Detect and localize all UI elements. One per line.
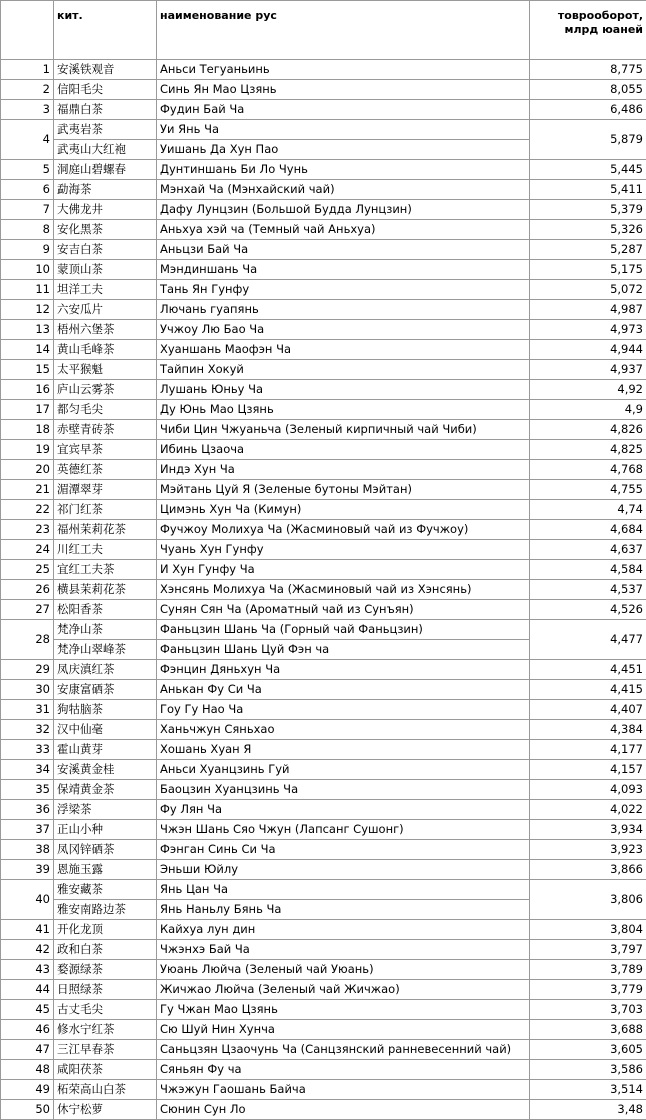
chinese-name-cell[interactable]: 日照绿茶 bbox=[54, 980, 157, 1000]
chinese-name-cell[interactable]: 修水宁红茶 bbox=[54, 1020, 157, 1040]
chinese-name-cell[interactable]: 雅安南路边茶 bbox=[54, 900, 157, 920]
chinese-name-cell[interactable]: 安吉白茶 bbox=[54, 240, 157, 260]
table-row bbox=[1, 960, 646, 980]
table-row bbox=[1, 540, 646, 560]
russian-name-cell[interactable]: Дунтиншань Би Ло Чунь bbox=[157, 160, 530, 180]
table-row bbox=[1, 920, 646, 940]
row-number-cell[interactable]: 9 bbox=[1, 240, 54, 260]
russian-name-cell[interactable]: И Хун Гунфу Ча bbox=[157, 560, 530, 580]
table-row bbox=[1, 400, 646, 420]
turnover-value-cell[interactable]: 5,411 bbox=[530, 180, 646, 200]
header-russian-name-cell[interactable]: наименование рус bbox=[157, 1, 530, 60]
row-number-cell[interactable]: 25 bbox=[1, 560, 54, 580]
chinese-name-cell[interactable]: 梵净山茶 bbox=[54, 620, 157, 640]
row-number-cell[interactable]: 30 bbox=[1, 680, 54, 700]
table-row bbox=[1, 300, 646, 320]
russian-name-cell[interactable]: Чиби Цин Чжуаньча (Зеленый кирпичный чай Чиби) bbox=[157, 420, 530, 440]
row-number-cell[interactable]: 39 bbox=[1, 860, 54, 880]
chinese-name-cell[interactable]: 坦洋工夫 bbox=[54, 280, 157, 300]
table-row bbox=[1, 560, 646, 580]
russian-name-cell[interactable]: Чжэжун Гаошань Байча bbox=[157, 1080, 530, 1100]
row-number-cell[interactable]: 17 bbox=[1, 400, 54, 420]
table-row bbox=[1, 1040, 646, 1060]
turnover-value-cell[interactable]: 4,415 bbox=[530, 680, 646, 700]
turnover-value-cell[interactable]: 4,74 bbox=[530, 500, 646, 520]
turnover-value-cell[interactable]: 3,605 bbox=[530, 1040, 646, 1060]
table-row bbox=[1, 700, 646, 720]
turnover-value-cell[interactable]: 4,937 bbox=[530, 360, 646, 380]
chinese-name-cell[interactable]: 大佛龙井 bbox=[54, 200, 157, 220]
row-number-cell[interactable]: 12 bbox=[1, 300, 54, 320]
turnover-value-cell[interactable]: 4,177 bbox=[530, 740, 646, 760]
table-row bbox=[1, 260, 646, 280]
chinese-name-cell[interactable]: 六安瓜片 bbox=[54, 300, 157, 320]
chinese-name-cell[interactable]: 正山小种 bbox=[54, 820, 157, 840]
table-row bbox=[1, 680, 646, 700]
table-row bbox=[1, 60, 646, 80]
table-row bbox=[1, 1020, 646, 1040]
russian-name-cell[interactable]: Фу Лян Ча bbox=[157, 800, 530, 820]
turnover-value-cell[interactable]: 4,768 bbox=[530, 460, 646, 480]
chinese-name-cell[interactable]: 婺源绿茶 bbox=[54, 960, 157, 980]
turnover-value-cell[interactable]: 4,451 bbox=[530, 660, 646, 680]
chinese-name-cell[interactable]: 赤壁青砖茶 bbox=[54, 420, 157, 440]
chinese-name-cell[interactable]: 凤庆滇红茶 bbox=[54, 660, 157, 680]
header-row bbox=[1, 1, 646, 60]
row-number-cell[interactable]: 10 bbox=[1, 260, 54, 280]
turnover-value-cell[interactable]: 4,384 bbox=[530, 720, 646, 740]
row-number-cell[interactable]: 18 bbox=[1, 420, 54, 440]
table-row bbox=[1, 100, 646, 120]
russian-name-cell[interactable]: Фэнцин Дяньхун Ча bbox=[157, 660, 530, 680]
table-row bbox=[1, 460, 646, 480]
russian-name-cell[interactable]: Уюань Люйча (Зеленый чай Уюань) bbox=[157, 960, 530, 980]
turnover-value-cell[interactable]: 4,157 bbox=[530, 760, 646, 780]
russian-name-cell[interactable]: Лушань Юньу Ча bbox=[157, 380, 530, 400]
russian-name-cell[interactable]: Мэнхай Ча (Мэнхайский чай) bbox=[157, 180, 530, 200]
row-number-cell[interactable]: 7 bbox=[1, 200, 54, 220]
table-body bbox=[1, 1, 646, 1120]
table-row bbox=[1, 80, 646, 100]
turnover-value-cell[interactable]: 4,825 bbox=[530, 440, 646, 460]
row-number-cell[interactable]: 16 bbox=[1, 380, 54, 400]
row-number-cell[interactable]: 49 bbox=[1, 1080, 54, 1100]
chinese-name-cell[interactable]: 信阳毛尖 bbox=[54, 80, 157, 100]
chinese-name-cell[interactable]: 武夷岩茶 bbox=[54, 120, 157, 140]
table-row bbox=[1, 940, 646, 960]
turnover-value-cell[interactable]: 3,806 bbox=[530, 880, 646, 920]
russian-name-cell[interactable]: Фудин Бай Ча bbox=[157, 100, 530, 120]
row-number-cell[interactable]: 11 bbox=[1, 280, 54, 300]
table-row bbox=[1, 520, 646, 540]
chinese-name-cell[interactable]: 三江早春茶 bbox=[54, 1040, 157, 1060]
chinese-name-cell[interactable]: 古丈毛尖 bbox=[54, 1000, 157, 1020]
row-number-cell[interactable]: 40 bbox=[1, 880, 54, 920]
turnover-value-cell[interactable]: 3,514 bbox=[530, 1080, 646, 1100]
chinese-name-cell[interactable]: 湄潭翠芽 bbox=[54, 480, 157, 500]
turnover-value-cell[interactable]: 5,879 bbox=[530, 120, 646, 160]
turnover-value-cell[interactable]: 3,866 bbox=[530, 860, 646, 880]
chinese-name-cell[interactable]: 蒙顶山茶 bbox=[54, 260, 157, 280]
turnover-value-cell[interactable]: 5,326 bbox=[530, 220, 646, 240]
chinese-name-cell[interactable]: 祁门红茶 bbox=[54, 500, 157, 520]
row-number-cell[interactable]: 44 bbox=[1, 980, 54, 1000]
russian-name-cell[interactable]: Сунян Сян Ча (Ароматный чай из Сунъян) bbox=[157, 600, 530, 620]
russian-name-cell[interactable]: Цимэнь Хун Ча (Кимун) bbox=[157, 500, 530, 520]
turnover-value-cell[interactable]: 4,407 bbox=[530, 700, 646, 720]
russian-name-cell[interactable]: Аньхуа хэй ча (Темный чай Аньхуа) bbox=[157, 220, 530, 240]
russian-name-cell[interactable]: Кайхуа лун дин bbox=[157, 920, 530, 940]
table-row bbox=[1, 840, 646, 860]
chinese-name-cell[interactable]: 川红工夫 bbox=[54, 540, 157, 560]
header-chinese-name-cell[interactable]: кит. bbox=[54, 1, 157, 60]
chinese-name-cell[interactable]: 霍山黄芽 bbox=[54, 740, 157, 760]
russian-name-cell[interactable]: Хошань Хуан Я bbox=[157, 740, 530, 760]
row-number-cell[interactable]: 31 bbox=[1, 700, 54, 720]
table-row bbox=[1, 1080, 646, 1100]
russian-name-cell[interactable]: Аньси Тегуаньинь bbox=[157, 60, 530, 80]
table-row bbox=[1, 280, 646, 300]
row-number-cell[interactable]: 23 bbox=[1, 520, 54, 540]
table-row bbox=[1, 220, 646, 240]
turnover-value-cell[interactable]: 4,526 bbox=[530, 600, 646, 620]
turnover-value-cell[interactable]: 4,826 bbox=[530, 420, 646, 440]
chinese-name-cell[interactable]: 宜红工夫茶 bbox=[54, 560, 157, 580]
table-row bbox=[1, 740, 646, 760]
russian-name-cell[interactable]: Ду Юнь Мао Цзянь bbox=[157, 400, 530, 420]
russian-name-cell[interactable]: Сю Шуй Нин Хунча bbox=[157, 1020, 530, 1040]
chinese-name-cell[interactable]: 安康富硒茶 bbox=[54, 680, 157, 700]
row-number-cell[interactable]: 8 bbox=[1, 220, 54, 240]
russian-name-cell[interactable]: Янь Наньлу Бянь Ча bbox=[157, 900, 530, 920]
turnover-value-cell[interactable]: 5,072 bbox=[530, 280, 646, 300]
chinese-name-cell[interactable]: 福州茉莉花茶 bbox=[54, 520, 157, 540]
russian-name-cell[interactable]: Ибинь Цзаоча bbox=[157, 440, 530, 460]
turnover-value-cell[interactable]: 4,477 bbox=[530, 620, 646, 660]
turnover-value-cell[interactable]: 3,688 bbox=[530, 1020, 646, 1040]
table-row bbox=[1, 320, 646, 340]
row-number-cell[interactable]: 14 bbox=[1, 340, 54, 360]
row-number-cell[interactable]: 47 bbox=[1, 1040, 54, 1060]
russian-name-cell[interactable]: Мэндиншань Ча bbox=[157, 260, 530, 280]
turnover-value-cell[interactable]: 4,637 bbox=[530, 540, 646, 560]
table-row bbox=[1, 780, 646, 800]
header-number-cell[interactable] bbox=[1, 1, 54, 60]
chinese-name-cell[interactable]: 凤冈锌硒茶 bbox=[54, 840, 157, 860]
row-number-cell[interactable]: 3 bbox=[1, 100, 54, 120]
table-row bbox=[1, 500, 646, 520]
russian-name-cell[interactable]: Хуаншань Маофэн Ча bbox=[157, 340, 530, 360]
row-number-cell[interactable]: 46 bbox=[1, 1020, 54, 1040]
russian-name-cell[interactable]: Индэ Хун Ча bbox=[157, 460, 530, 480]
chinese-name-cell[interactable]: 安溪黄金桂 bbox=[54, 760, 157, 780]
turnover-value-cell[interactable]: 6,486 bbox=[530, 100, 646, 120]
russian-name-cell[interactable]: Сяньян Фу ча bbox=[157, 1060, 530, 1080]
table-row bbox=[1, 800, 646, 820]
chinese-name-cell[interactable]: 福鼎白茶 bbox=[54, 100, 157, 120]
row-number-cell[interactable]: 1 bbox=[1, 60, 54, 80]
turnover-value-cell[interactable]: 4,944 bbox=[530, 340, 646, 360]
chinese-name-cell[interactable]: 梧州六堡茶 bbox=[54, 320, 157, 340]
chinese-name-cell[interactable]: 黄山毛峰茶 bbox=[54, 340, 157, 360]
russian-name-cell[interactable]: Гу Чжан Мао Цзянь bbox=[157, 1000, 530, 1020]
russian-name-cell[interactable]: Сюнин Сун Ло bbox=[157, 1100, 530, 1120]
turnover-value-cell[interactable]: 3,797 bbox=[530, 940, 646, 960]
chinese-name-cell[interactable]: 汉中仙毫 bbox=[54, 720, 157, 740]
header-turnover-cell[interactable]: товрооборот, млрд юаней bbox=[530, 1, 646, 60]
table-row bbox=[1, 720, 646, 740]
chinese-name-cell[interactable]: 休宁松萝 bbox=[54, 1100, 157, 1120]
chinese-name-cell[interactable]: 梵净山翠峰茶 bbox=[54, 640, 157, 660]
russian-name-cell[interactable]: Чуань Хун Гунфу bbox=[157, 540, 530, 560]
table-row bbox=[1, 980, 646, 1000]
row-number-cell[interactable]: 35 bbox=[1, 780, 54, 800]
russian-name-cell[interactable]: Фаньцзин Шань Ча (Горный чай Фаньцзин) bbox=[157, 620, 530, 640]
russian-name-cell[interactable]: Хэнсянь Молихуа Ча (Жасминовый чай из Хэнсянь) bbox=[157, 580, 530, 600]
russian-name-cell[interactable]: Лючань гуапянь bbox=[157, 300, 530, 320]
russian-name-cell[interactable]: Чжэн Шань Сяо Чжун (Лапсанг Сушонг) bbox=[157, 820, 530, 840]
chinese-name-cell[interactable]: 安化黑茶 bbox=[54, 220, 157, 240]
row-number-cell[interactable]: 48 bbox=[1, 1060, 54, 1080]
russian-name-cell[interactable]: Чжэнхэ Бай Ча bbox=[157, 940, 530, 960]
table-row bbox=[1, 600, 646, 620]
turnover-value-cell[interactable]: 3,923 bbox=[530, 840, 646, 860]
row-number-cell[interactable]: 13 bbox=[1, 320, 54, 340]
turnover-value-cell[interactable]: 3,934 bbox=[530, 820, 646, 840]
row-number-cell[interactable]: 34 bbox=[1, 760, 54, 780]
table-row bbox=[1, 1000, 646, 1020]
row-number-cell[interactable]: 5 bbox=[1, 160, 54, 180]
russian-name-cell[interactable]: Саньцзян Цзаочунь Ча (Санцзянский ранневесенний чай) bbox=[157, 1040, 530, 1060]
turnover-value-cell[interactable]: 4,022 bbox=[530, 800, 646, 820]
row-number-cell[interactable]: 43 bbox=[1, 960, 54, 980]
table-row bbox=[1, 1100, 646, 1120]
row-number-cell[interactable]: 15 bbox=[1, 360, 54, 380]
russian-name-cell[interactable]: Эньши Юйлу bbox=[157, 860, 530, 880]
row-number-cell[interactable]: 33 bbox=[1, 740, 54, 760]
chinese-name-cell[interactable]: 保靖黄金茶 bbox=[54, 780, 157, 800]
row-number-cell[interactable]: 21 bbox=[1, 480, 54, 500]
turnover-value-cell[interactable]: 8,775 bbox=[530, 60, 646, 80]
russian-name-cell[interactable]: Баоцзин Хуанцзинь Ча bbox=[157, 780, 530, 800]
chinese-name-cell[interactable]: 勐海茶 bbox=[54, 180, 157, 200]
table-row bbox=[1, 160, 646, 180]
table-row bbox=[1, 180, 646, 200]
russian-name-cell[interactable]: Синь Ян Мао Цзянь bbox=[157, 80, 530, 100]
chinese-name-cell[interactable]: 恩施玉露 bbox=[54, 860, 157, 880]
table-row bbox=[1, 200, 646, 220]
turnover-value-cell[interactable]: 8,055 bbox=[530, 80, 646, 100]
turnover-value-cell[interactable]: 4,755 bbox=[530, 480, 646, 500]
russian-name-cell[interactable]: Жичжао Люйча (Зеленый чай Жичжао) bbox=[157, 980, 530, 1000]
russian-name-cell[interactable]: Уишань Да Хун Пао bbox=[157, 140, 530, 160]
chinese-name-cell[interactable]: 开化龙顶 bbox=[54, 920, 157, 940]
chinese-name-cell[interactable]: 狗牯脑茶 bbox=[54, 700, 157, 720]
russian-name-cell[interactable]: Уи Янь Ча bbox=[157, 120, 530, 140]
turnover-value-cell[interactable]: 4,92 bbox=[530, 380, 646, 400]
row-number-cell[interactable]: 37 bbox=[1, 820, 54, 840]
row-number-cell[interactable]: 41 bbox=[1, 920, 54, 940]
russian-name-cell[interactable]: Тайпин Хокуй bbox=[157, 360, 530, 380]
chinese-name-cell[interactable]: 洞庭山碧螺春 bbox=[54, 160, 157, 180]
russian-name-cell[interactable]: Фэнган Синь Си Ча bbox=[157, 840, 530, 860]
table-row bbox=[1, 240, 646, 260]
russian-name-cell[interactable]: Фучжоу Молихуа Ча (Жасминовый чай из Фучжоу) bbox=[157, 520, 530, 540]
row-number-cell[interactable]: 4 bbox=[1, 120, 54, 160]
row-number-cell[interactable]: 42 bbox=[1, 940, 54, 960]
row-number-cell[interactable]: 22 bbox=[1, 500, 54, 520]
russian-name-cell[interactable]: Мэйтань Цуй Я (Зеленые бутоны Мэйтан) bbox=[157, 480, 530, 500]
chinese-name-cell[interactable]: 政和白茶 bbox=[54, 940, 157, 960]
turnover-value-cell[interactable]: 5,175 bbox=[530, 260, 646, 280]
row-number-cell[interactable]: 36 bbox=[1, 800, 54, 820]
row-number-cell[interactable]: 6 bbox=[1, 180, 54, 200]
row-number-cell[interactable]: 38 bbox=[1, 840, 54, 860]
table-row bbox=[1, 620, 646, 640]
chinese-name-cell[interactable]: 武夷山大红袍 bbox=[54, 140, 157, 160]
chinese-name-cell[interactable]: 宜宾早茶 bbox=[54, 440, 157, 460]
table-row bbox=[1, 120, 646, 140]
row-number-cell[interactable]: 45 bbox=[1, 1000, 54, 1020]
chinese-name-cell[interactable]: 庐山云雾茶 bbox=[54, 380, 157, 400]
russian-name-cell[interactable]: Дафу Лунцзин (Большой Будда Лунцзин) bbox=[157, 200, 530, 220]
chinese-name-cell[interactable]: 松阳香茶 bbox=[54, 600, 157, 620]
row-number-cell[interactable]: 27 bbox=[1, 600, 54, 620]
row-number-cell[interactable]: 24 bbox=[1, 540, 54, 560]
russian-name-cell[interactable]: Янь Цан Ча bbox=[157, 880, 530, 900]
turnover-value-cell[interactable]: 4,9 bbox=[530, 400, 646, 420]
table-row bbox=[1, 360, 646, 380]
table-row bbox=[1, 380, 646, 400]
table-row bbox=[1, 480, 646, 500]
russian-name-cell[interactable]: Гоу Гу Нао Ча bbox=[157, 700, 530, 720]
row-number-cell[interactable]: 26 bbox=[1, 580, 54, 600]
turnover-value-cell[interactable]: 5,445 bbox=[530, 160, 646, 180]
row-number-cell[interactable]: 28 bbox=[1, 620, 54, 660]
turnover-value-cell[interactable]: 3,703 bbox=[530, 1000, 646, 1020]
row-number-cell[interactable]: 50 bbox=[1, 1100, 54, 1120]
turnover-value-cell[interactable]: 4,584 bbox=[530, 560, 646, 580]
turnover-value-cell[interactable]: 4,537 bbox=[530, 580, 646, 600]
chinese-name-cell[interactable]: 英德红茶 bbox=[54, 460, 157, 480]
russian-name-cell[interactable]: Тань Ян Гунфу bbox=[157, 280, 530, 300]
chinese-name-cell[interactable]: 太平猴魁 bbox=[54, 360, 157, 380]
turnover-value-cell[interactable]: 4,987 bbox=[530, 300, 646, 320]
turnover-value-cell[interactable]: 4,973 bbox=[530, 320, 646, 340]
turnover-value-cell[interactable]: 3,779 bbox=[530, 980, 646, 1000]
turnover-value-cell[interactable]: 5,379 bbox=[530, 200, 646, 220]
chinese-name-cell[interactable]: 雅安藏茶 bbox=[54, 880, 157, 900]
russian-name-cell[interactable]: Анькан Фу Си Ча bbox=[157, 680, 530, 700]
chinese-name-cell[interactable]: 柘荣高山白茶 bbox=[54, 1080, 157, 1100]
row-number-cell[interactable]: 20 bbox=[1, 460, 54, 480]
table-row bbox=[1, 580, 646, 600]
turnover-value-cell[interactable]: 3,48 bbox=[530, 1100, 646, 1120]
table-row bbox=[1, 760, 646, 780]
turnover-value-cell[interactable]: 5,287 bbox=[530, 240, 646, 260]
turnover-value-cell[interactable]: 3,789 bbox=[530, 960, 646, 980]
russian-name-cell[interactable]: Аньцзи Бай Ча bbox=[157, 240, 530, 260]
table-row bbox=[1, 880, 646, 900]
row-number-cell[interactable]: 19 bbox=[1, 440, 54, 460]
table-row bbox=[1, 860, 646, 880]
turnover-value-cell[interactable]: 3,804 bbox=[530, 920, 646, 940]
table-row bbox=[1, 1060, 646, 1080]
russian-name-cell[interactable]: Фаньцзин Шань Цуй Фэн ча bbox=[157, 640, 530, 660]
table-row bbox=[1, 820, 646, 840]
turnover-value-cell[interactable]: 4,684 bbox=[530, 520, 646, 540]
row-number-cell[interactable]: 32 bbox=[1, 720, 54, 740]
russian-name-cell[interactable]: Аньси Хуанцзинь Гуй bbox=[157, 760, 530, 780]
turnover-value-cell[interactable]: 4,093 bbox=[530, 780, 646, 800]
row-number-cell[interactable]: 2 bbox=[1, 80, 54, 100]
chinese-name-cell[interactable]: 咸阳茯茶 bbox=[54, 1060, 157, 1080]
table-row bbox=[1, 660, 646, 680]
chinese-name-cell[interactable]: 浮梁茶 bbox=[54, 800, 157, 820]
russian-name-cell[interactable]: Ханьчжун Сяньхао bbox=[157, 720, 530, 740]
table-row bbox=[1, 420, 646, 440]
row-number-cell[interactable]: 29 bbox=[1, 660, 54, 680]
table-row bbox=[1, 340, 646, 360]
table-row bbox=[1, 440, 646, 460]
chinese-name-cell[interactable]: 都匀毛尖 bbox=[54, 400, 157, 420]
chinese-name-cell[interactable]: 横县茉莉花茶 bbox=[54, 580, 157, 600]
turnover-value-cell[interactable]: 3,586 bbox=[530, 1060, 646, 1080]
russian-name-cell[interactable]: Учжоу Лю Бао Ча bbox=[157, 320, 530, 340]
chinese-name-cell[interactable]: 安溪铁观音 bbox=[54, 60, 157, 80]
